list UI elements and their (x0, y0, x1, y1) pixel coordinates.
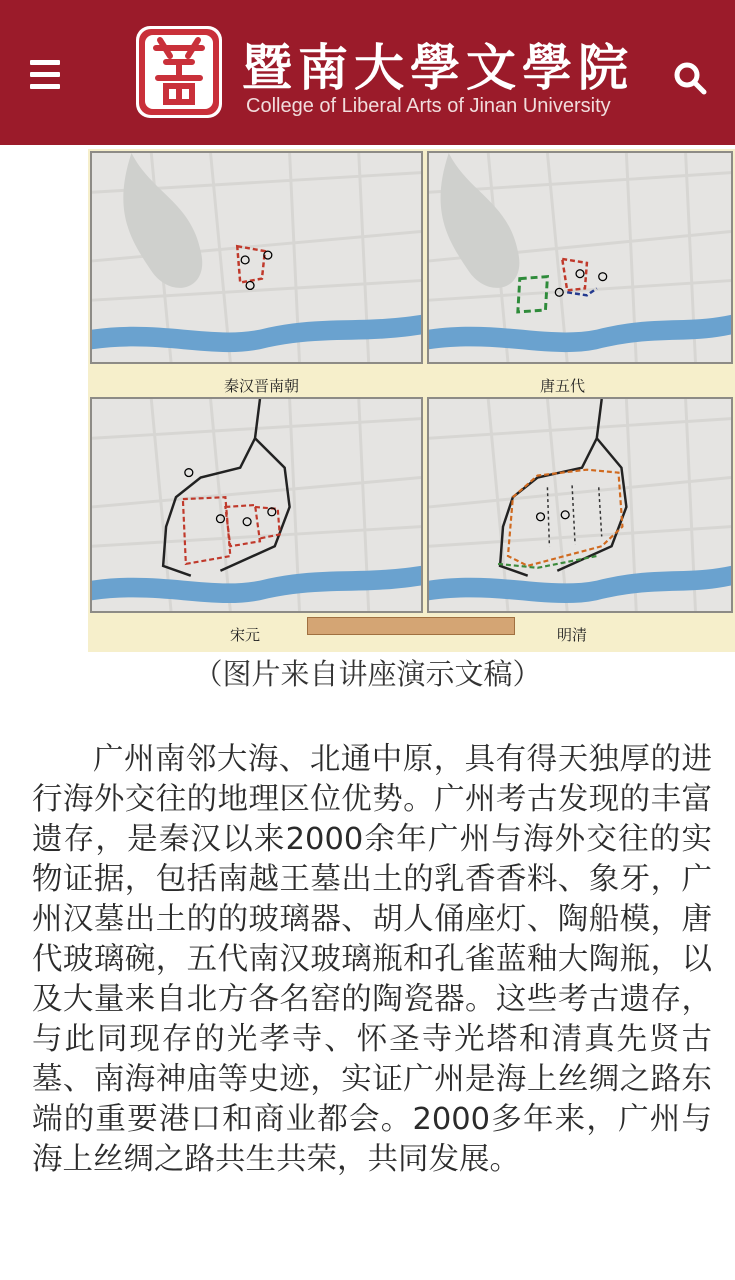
figure-caption: （图片来自讲座演示文稿） (193, 657, 542, 691)
map-tang-wudai (427, 151, 733, 364)
site-header (0, 0, 735, 145)
map-song-yuan (90, 397, 423, 613)
search-icon[interactable] (672, 60, 708, 96)
map-label-tang-wudai: 唐五代 (540, 377, 586, 395)
article-body (32, 740, 712, 1180)
college-name-chinese: 暨南大學文學院 (242, 38, 634, 97)
college-seal-logo[interactable] (136, 26, 222, 118)
hamburger-menu-icon[interactable] (30, 60, 60, 92)
map-qin-han (90, 151, 423, 364)
decorative-plaque (307, 617, 515, 635)
map-ming-qing (427, 397, 733, 613)
map-label-qin-han: 秦汉晋南朝 (224, 377, 300, 395)
historical-maps-figure (88, 149, 735, 652)
map-label-song-yuan: 宋元 (230, 626, 261, 644)
college-name-english: College of Liberal Arts of Jinan University (246, 95, 611, 117)
map-label-ming-qing: 明清 (557, 626, 588, 644)
article-paragraph: 广州南邻大海、北通中原，具有得天独厚的进行海外交往的地理区位优势。广州考古发现的丰富遗存，是秦汉以来2000余年广州与海外交往的实物证据，包括南越王墓出土的乳香香料、象牙，广州汉墓出土的的玻璃器、胡人俑座灯、陶船模，唐代玻璃碗，五代南汉玻璃瓶和孔雀蓝釉大陶瓶，以及大量来自北方各名窑的陶瓷器。这些考古遗存，与此同现存的光孝寺、怀圣寺光塔和清真先贤古墓、南海神庙等史迹，实证广州是海上丝绸之路东端的重要港口和商业都会。2000多年来，广州与海上丝绸之路共生共荣，共同发展。 (32, 742, 712, 1177)
